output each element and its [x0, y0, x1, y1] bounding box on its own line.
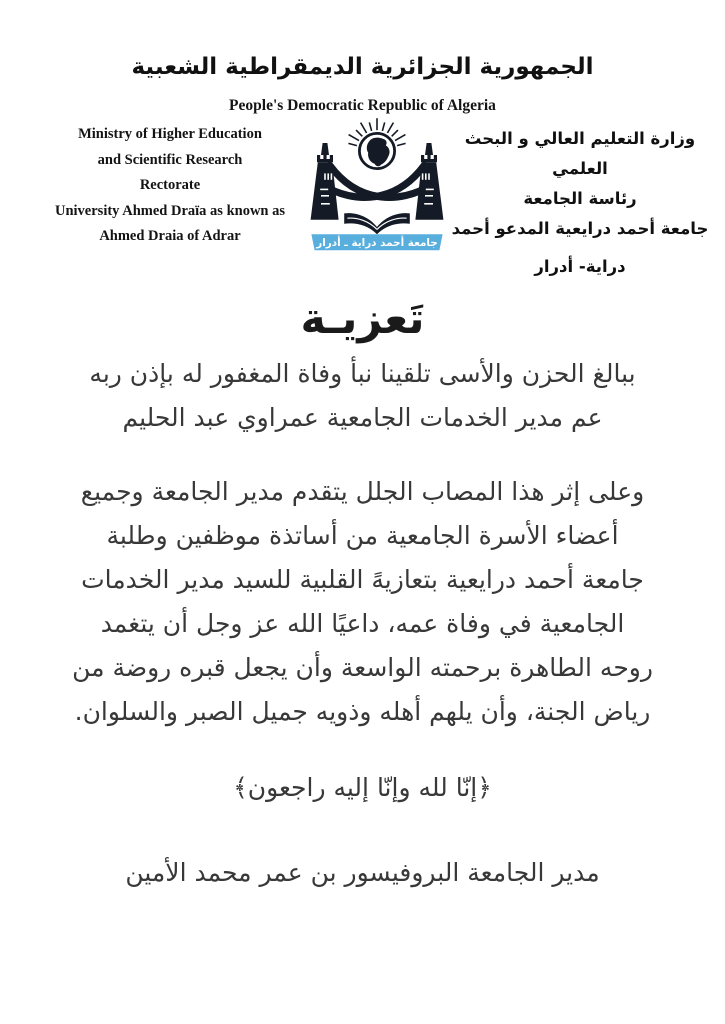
quranic-verse: ﴿إنّا لله وإنّا إليه راجعون﴾	[233, 773, 492, 802]
intro-line: عم مدير الخدمات الجامعية عمراوي عبد الحليم	[122, 403, 603, 432]
body-line: الجامعية في وفاة عمه، داعيًا الله عز وجل أن يتغمد	[100, 609, 625, 638]
logo-banner-text: جامعة أحمد دراية ـ أدرار	[316, 237, 438, 250]
ministry-line: وزارة التعليم العالي و البحث العلمي	[464, 129, 696, 178]
ministry-line: جامعة أحمد درايعية المدعو أحمد	[451, 219, 709, 238]
body-line: وعلى إثر هذا المصاب الجلل يتقدم مدير الجامعة وجميع	[80, 477, 645, 506]
crossed-arcs-icon	[322, 165, 432, 197]
ministry-line: Ministry of Higher Education	[78, 126, 262, 142]
university-logo	[301, 114, 453, 250]
university-emblem-icon	[301, 114, 453, 252]
logo-banner	[311, 234, 442, 250]
right-tower-icon	[415, 143, 443, 220]
left-tower-icon	[311, 143, 339, 220]
republic-title-english: People's Democratic Republic of Algeria	[229, 97, 496, 114]
ministry-line: Ahmed Draia of Adrar	[99, 228, 241, 244]
ministry-line: University Ahmed Draïa as known as	[54, 202, 285, 219]
ministry-block-english	[28, 122, 312, 250]
intro-paragraph	[55, 352, 670, 440]
body-paragraph	[40, 470, 685, 734]
signature-line: مدير الجامعة البروفيسور بن عمر محمد الأمين	[125, 858, 600, 887]
intro-line: ببالغ الحزن والأسى تلقينا نبأ وفاة المغفور له بإذن ربه	[89, 359, 636, 388]
body-line: روحه الطاهرة برحمته الواسعة وأن يجعل قبره روضة من	[72, 653, 653, 682]
letter-title: تَعزيـة	[300, 294, 425, 344]
ministry-block-arabic	[446, 124, 714, 282]
open-book-icon	[344, 213, 410, 234]
body-line: أعضاء الأسرة الجامعية من أساتذة موظفين وطلبة	[106, 521, 619, 550]
ministry-line: دراية- أدرار	[534, 257, 626, 276]
republic-title-arabic: الجمهورية الجزائرية الديمقراطية الشعبية	[131, 54, 594, 80]
body-line: رياض الجنة، وأن يلهم أهله وذويه جميل الصبر والسلوان.	[74, 697, 651, 726]
body-line: جامعة أحمد درايعية بتعازيهً القلبية للسيد مدير الخدمات	[81, 565, 644, 594]
ministry-line: رئاسة الجامعة	[523, 189, 637, 208]
ministry-line: Rectorate	[139, 177, 201, 193]
ministry-line: and Scientific Research	[97, 151, 243, 168]
